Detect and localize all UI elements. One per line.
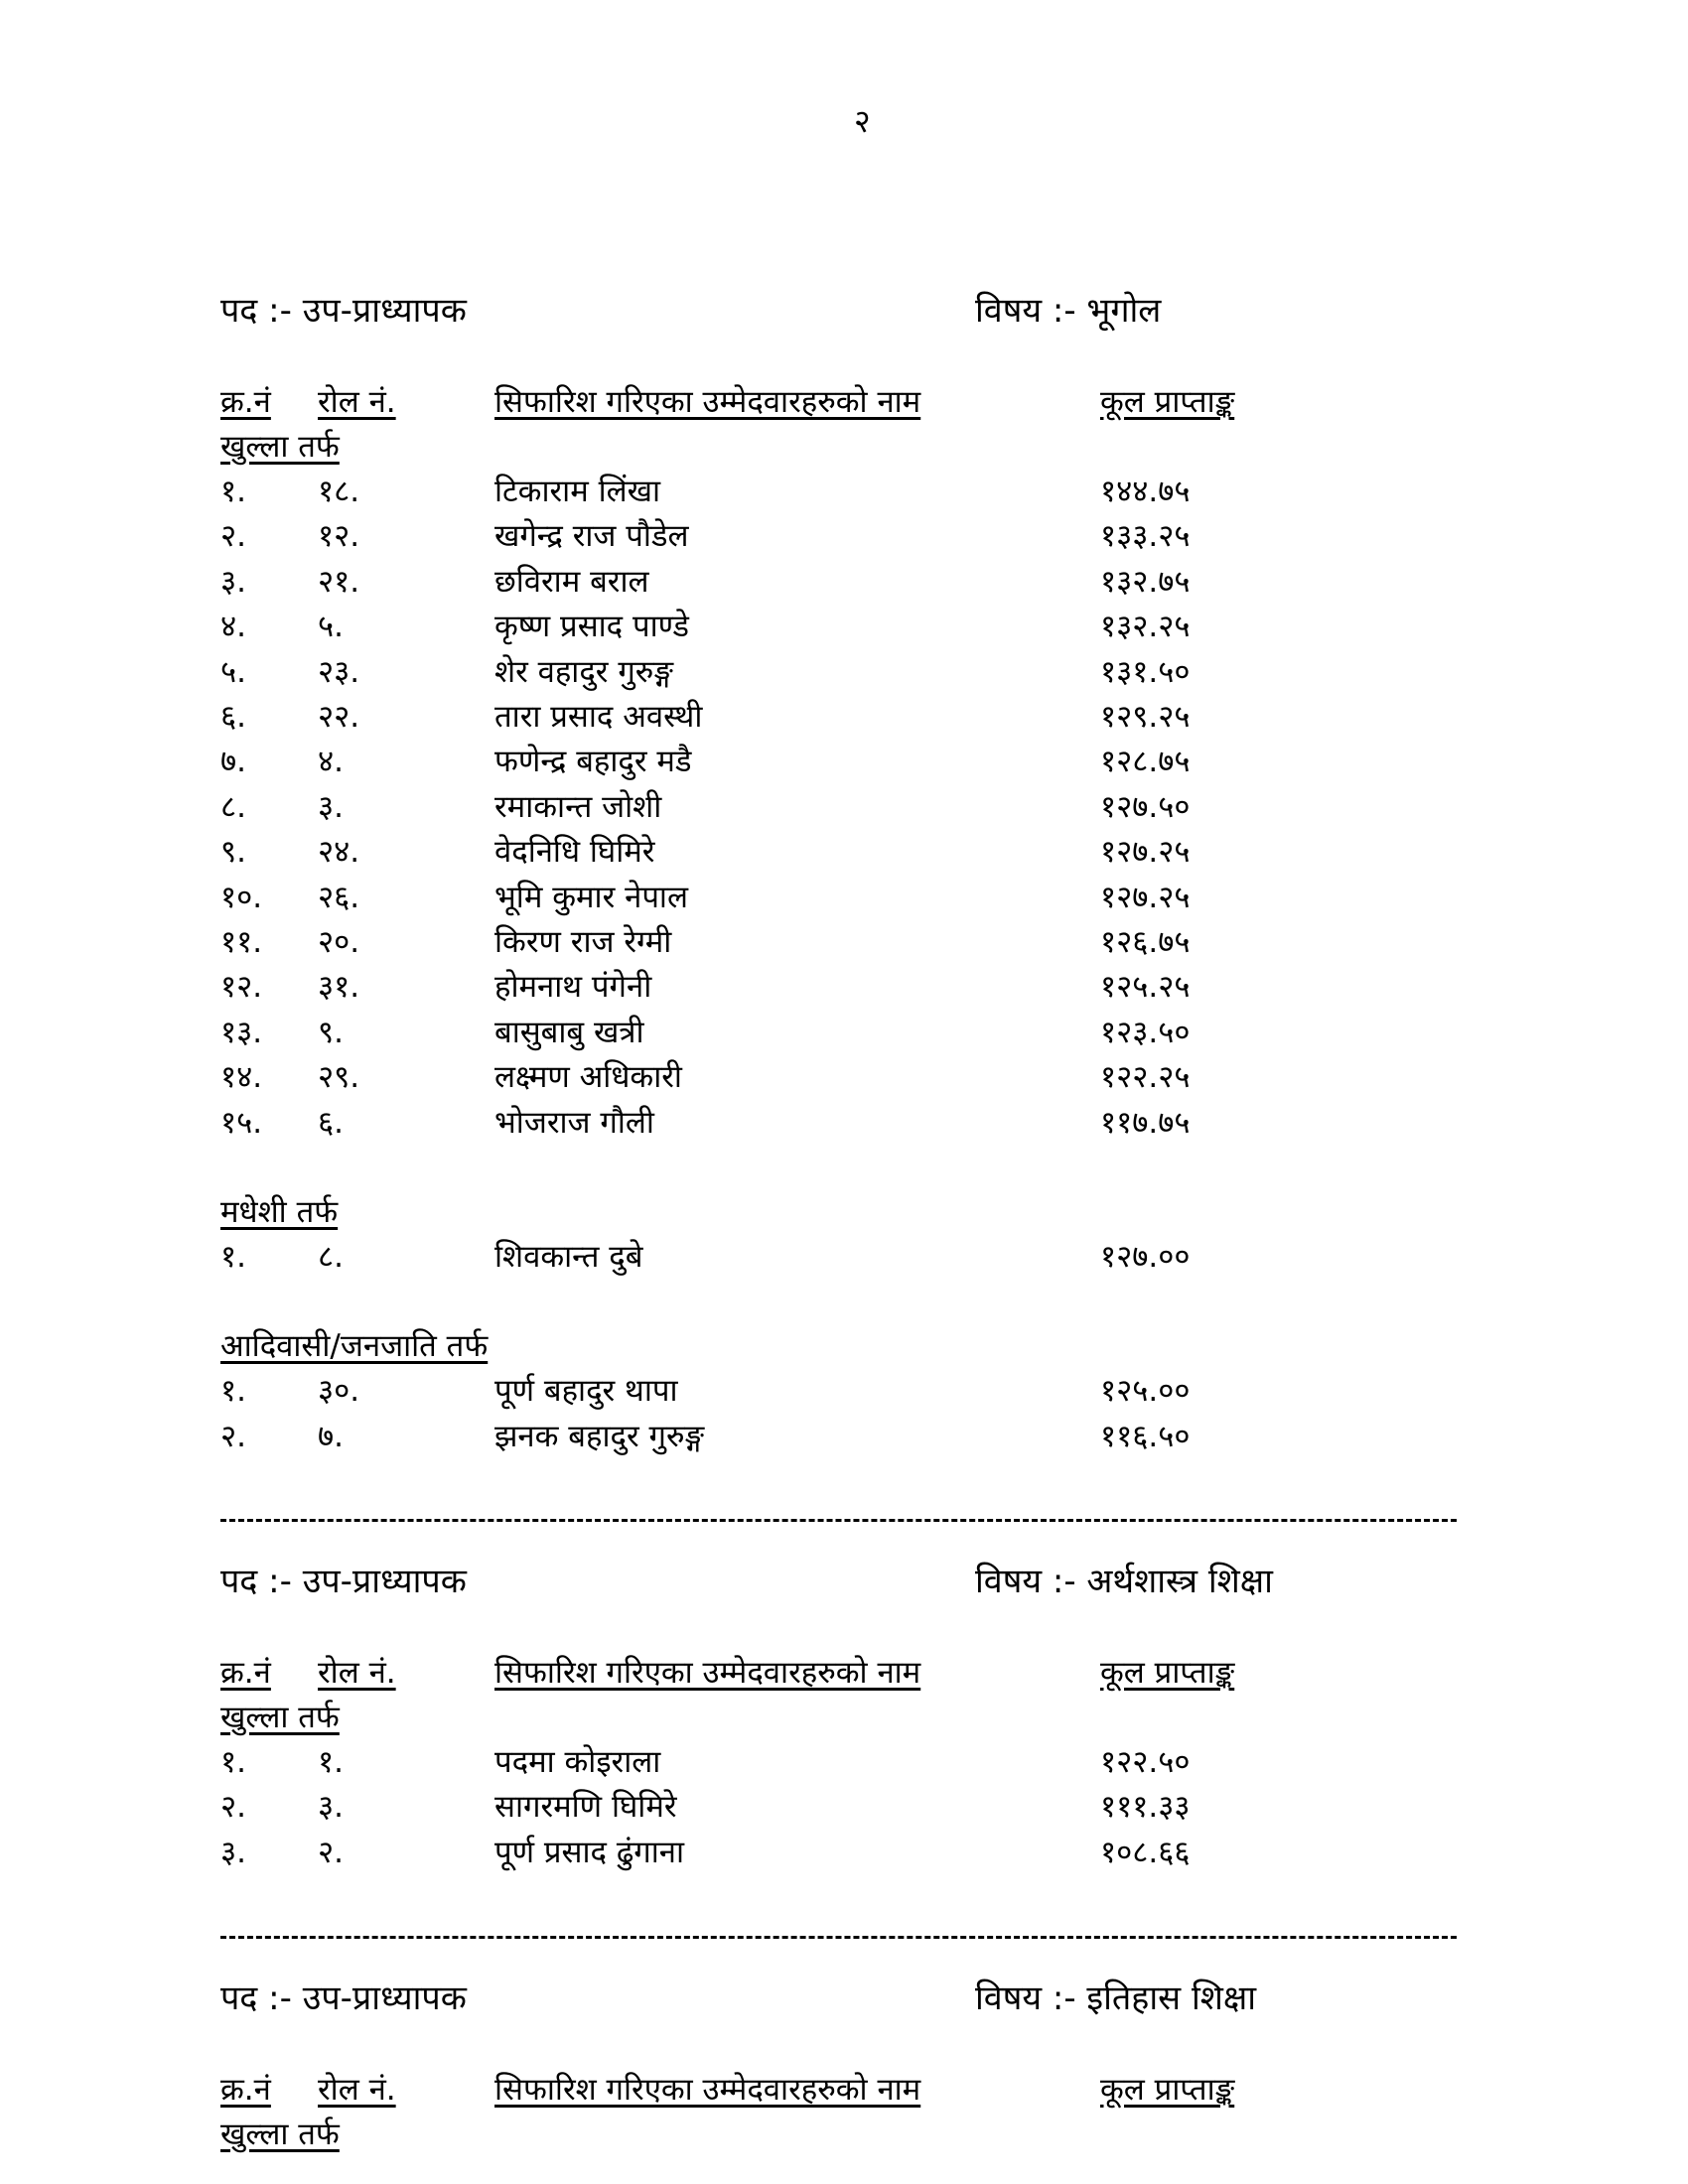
col-header-sn: क्र.नं [220, 384, 271, 420]
row-sn: १२. [220, 969, 263, 1006]
row-sn: १५. [220, 1104, 263, 1141]
row-sn: ९. [220, 834, 246, 871]
row-name: फणेन्द्र बहादुर मडै [494, 744, 692, 780]
row-sn: २. [220, 1789, 246, 1826]
row-marks: १२५.०० [1100, 1373, 1191, 1410]
row-sn: १. [220, 1373, 246, 1410]
col-header-roll: रोल नं. [318, 2072, 396, 2108]
col-header-roll: रोल नं. [318, 384, 396, 420]
row-name: तारा प्रसाद अवस्थी [494, 699, 703, 735]
subject-label: विषय :- अर्थशास्त्र शिक्षा [975, 1562, 1273, 1601]
row-marks: १११.३३ [1100, 1789, 1191, 1826]
row-roll: ३. [318, 1789, 344, 1826]
row-name: सागरमणि घिमिरे [494, 1789, 677, 1826]
row-sn: २. [220, 1418, 246, 1454]
row-name: बासुबाबु खत्री [494, 1014, 644, 1050]
col-header-roll: रोल नं. [318, 1655, 396, 1691]
row-sn: ७. [220, 744, 246, 780]
row-roll: ७. [318, 1418, 344, 1454]
row-roll: १८. [318, 474, 360, 509]
row-roll: २४. [318, 834, 360, 871]
row-marks: १३२.७५ [1100, 563, 1191, 600]
subject-label: विषय :- भूगोल [975, 291, 1162, 331]
row-roll: २२. [318, 699, 360, 735]
col-header-name: सिफारिश गरिएका उम्मेदवारहरुको नाम [494, 2072, 921, 2108]
row-name: भूमि कुमार नेपाल [494, 879, 688, 915]
col-header-marks: कूल प्राप्ताङ्क [1100, 384, 1235, 420]
col-header-sn: क्र.नं [220, 2072, 271, 2108]
post-label: पद :- उप-प्राध्यापक [220, 1562, 467, 1601]
row-name: पूर्ण बहादुर थापा [494, 1373, 678, 1410]
row-name: छविराम बराल [494, 563, 649, 600]
section-title: खुल्ला तर्फ [220, 2116, 340, 2152]
post-label: पद :- उप-प्राध्यापक [220, 1979, 467, 2018]
row-sn: १. [220, 1239, 246, 1275]
row-marks: १२७.२५ [1100, 834, 1191, 871]
col-header-name: सिफारिश गरिएका उम्मेदवारहरुको नाम [494, 1655, 921, 1691]
row-roll: ५. [318, 609, 344, 645]
row-marks: १४४.७५ [1100, 474, 1191, 509]
col-header-marks: कूल प्राप्ताङ्क [1100, 2072, 1235, 2108]
row-marks: १३३.२५ [1100, 518, 1191, 555]
row-sn: ६. [220, 699, 246, 735]
row-name: वेदनिधि घिमिरे [494, 834, 655, 871]
row-marks: १३२.२५ [1100, 609, 1191, 645]
row-name: लक्ष्मण अधिकारी [494, 1059, 682, 1096]
row-marks: १३१.५० [1100, 653, 1191, 690]
row-roll: २०. [318, 924, 360, 960]
row-name: शेर वहादुर गुरुङ्ग [494, 653, 673, 690]
row-marks: १२५.२५ [1100, 969, 1191, 1006]
row-sn: ३. [220, 1834, 246, 1870]
row-name: पदमा कोइराला [494, 1744, 661, 1780]
row-sn: १. [220, 1744, 246, 1780]
row-marks: १२२.५० [1100, 1744, 1191, 1780]
row-sn: ८. [220, 788, 246, 825]
section-divider [220, 1936, 1457, 1939]
row-name: भोजराज गौली [494, 1104, 654, 1141]
row-roll: २९. [318, 1059, 360, 1096]
row-roll: २६. [318, 879, 360, 915]
row-name: खगेन्द्र राज पौडेल [494, 518, 689, 555]
row-marks: १२७.०० [1100, 1239, 1191, 1275]
row-marks: ११६.५० [1100, 1418, 1191, 1454]
row-name: किरण राज रेग्मी [494, 924, 672, 960]
row-roll: ६. [318, 1104, 344, 1141]
row-name: कृष्ण प्रसाद पाण्डे [494, 609, 689, 645]
page-number: २ [854, 102, 871, 140]
row-name: पूर्ण प्रसाद ढुंगाना [494, 1834, 684, 1870]
row-marks: १२७.५० [1100, 788, 1191, 825]
row-marks: १२३.५० [1100, 1014, 1191, 1050]
post-label: पद :- उप-प्राध्यापक [220, 291, 467, 331]
section-title: मधेशी तर्फ [220, 1194, 339, 1230]
row-roll: २. [318, 1834, 344, 1870]
col-header-name: सिफारिश गरिएका उम्मेदवारहरुको नाम [494, 384, 921, 420]
row-sn: ३. [220, 563, 246, 600]
row-roll: ९. [318, 1014, 344, 1050]
subject-label: विषय :- इतिहास शिक्षा [975, 1979, 1257, 2018]
row-name: टिकाराम लिंखा [494, 474, 661, 509]
row-roll: ३. [318, 788, 344, 825]
row-roll: ३०. [318, 1373, 360, 1410]
row-sn: १४. [220, 1059, 263, 1096]
row-marks: ११७.७५ [1100, 1104, 1191, 1141]
row-marks: १२९.२५ [1100, 699, 1191, 735]
row-name: झनक बहादुर गुरुङ्ग [494, 1418, 705, 1454]
row-sn: १. [220, 474, 246, 509]
section-title: खुल्ला तर्फ [220, 429, 340, 465]
row-roll: १. [318, 1744, 344, 1780]
row-roll: ४. [318, 744, 344, 780]
row-sn: १३. [220, 1014, 263, 1050]
row-marks: १०८.६६ [1100, 1834, 1191, 1870]
row-sn: ५. [220, 653, 246, 690]
row-sn: २. [220, 518, 246, 555]
row-roll: २३. [318, 653, 360, 690]
col-header-sn: क्र.नं [220, 1655, 271, 1691]
row-roll: २१. [318, 563, 360, 600]
row-sn: १०. [220, 879, 263, 915]
row-roll: ८. [318, 1239, 344, 1275]
col-header-marks: कूल प्राप्ताङ्क [1100, 1655, 1235, 1691]
row-marks: १२६.७५ [1100, 924, 1191, 960]
row-sn: ११. [220, 924, 263, 960]
row-name: शिवकान्त दुबे [494, 1239, 643, 1275]
row-roll: १२. [318, 518, 360, 555]
section-divider [220, 1519, 1457, 1522]
row-roll: ३१. [318, 969, 360, 1006]
section-title: आदिवासी/जनजाति तर्फ [220, 1328, 489, 1365]
row-marks: १२८.७५ [1100, 744, 1191, 780]
row-marks: १२७.२५ [1100, 879, 1191, 915]
row-name: रमाकान्त जोशी [494, 788, 662, 825]
section-title: खुल्ला तर्फ [220, 1700, 340, 1735]
row-sn: ४. [220, 609, 246, 645]
row-name: होमनाथ पंगेनी [494, 969, 652, 1006]
row-marks: १२२.२५ [1100, 1059, 1191, 1096]
